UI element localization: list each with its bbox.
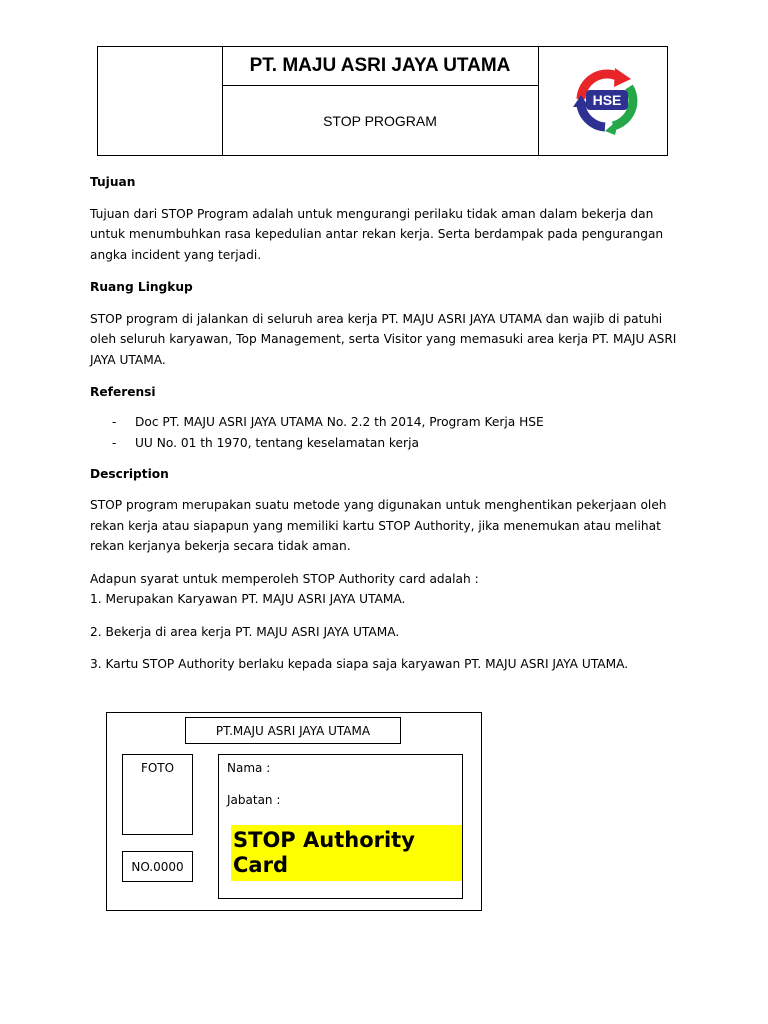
- list-item-text: Doc PT. MAJU ASRI JAYA UTAMA No. 2.2 th 2014, Program Kerja HSE: [135, 414, 544, 429]
- card-company-name: PT.MAJU ASRI JAYA UTAMA: [185, 717, 401, 744]
- card-number-box: [122, 851, 193, 882]
- card-nama-label: Nama :: [227, 761, 271, 775]
- referensi-list: [90, 412, 680, 454]
- list-item: [90, 433, 680, 454]
- hse-logo-text: HSE: [592, 92, 622, 108]
- header-company-name: PT. MAJU ASRI JAYA UTAMA: [222, 47, 538, 86]
- card-photo-label: FOTO: [140, 761, 175, 775]
- syarat-item-2: 2. Bekerja di area kerja PT. MAJU ASRI JAYA UTAMA.: [90, 624, 400, 639]
- header-middle-cell: [222, 47, 538, 155]
- section-heading-referensi: Referensi: [90, 385, 156, 399]
- section-text-description: STOP program merupakan suatu metode yang digunakan untuk menghentikan pekerjaan oleh rekan kerja atau siapapun yang memiliki kartu STOP Authority, jika menemukan atau melihat rekan kerjanya bekerja secara tidak aman.: [90, 498, 667, 553]
- header-left-cell: [98, 47, 223, 155]
- document-body: [90, 172, 680, 687]
- section-text-tujuan: Tujuan dari STOP Program adalah untuk mengurangi perilaku tidak aman dalam bekerja dan untuk menumbuhkan rasa kepedulian antar rekan kerja. Serta berdampak pada pengurangan angka incident yang terjadi.: [90, 206, 664, 262]
- syarat-item-3: 3. Kartu STOP Authority berlaku kepada siapa saja karyawan PT. MAJU ASRI JAYA UTAMA.: [90, 657, 629, 671]
- card-jabatan-label: Jabatan :: [227, 793, 281, 807]
- section-heading-tujuan: Tujuan: [90, 175, 136, 189]
- syarat-intro: Adapun syarat untuk memperoleh STOP Authority card adalah :: [90, 571, 479, 586]
- syarat-item-1: 1. Merupakan Karyawan PT. MAJU ASRI JAYA UTAMA.: [90, 592, 406, 606]
- list-item: [90, 412, 680, 433]
- bullet-dash: -: [112, 435, 117, 450]
- header-logo-cell: [538, 47, 668, 155]
- card-number: NO.0000: [131, 859, 184, 874]
- hse-logo-icon: [571, 65, 643, 137]
- section-text-ruang-lingkup: STOP program di jalankan di seluruh area kerja PT. MAJU ASRI JAYA UTAMA dan wajib di patuhi oleh seluruh karyawan, Top Management, serta Visitor yang memasuki area kerja PT. MAJU ASRI JAYA UTAMA.: [90, 311, 677, 367]
- bullet-dash: -: [112, 414, 117, 429]
- section-heading-ruang-lingkup: Ruang Lingkup: [90, 280, 193, 294]
- stop-authority-card: [106, 712, 482, 911]
- list-item-text: UU No. 01 th 1970, tentang keselamatan kerja: [135, 435, 419, 450]
- section-heading-description: Description: [90, 466, 169, 481]
- card-photo-box: [122, 754, 193, 835]
- header-program-title: STOP PROGRAM: [323, 112, 437, 129]
- document-header-table: [97, 46, 668, 156]
- card-title-highlight: STOP Authority Card: [231, 825, 462, 881]
- card-info-box: [218, 754, 463, 899]
